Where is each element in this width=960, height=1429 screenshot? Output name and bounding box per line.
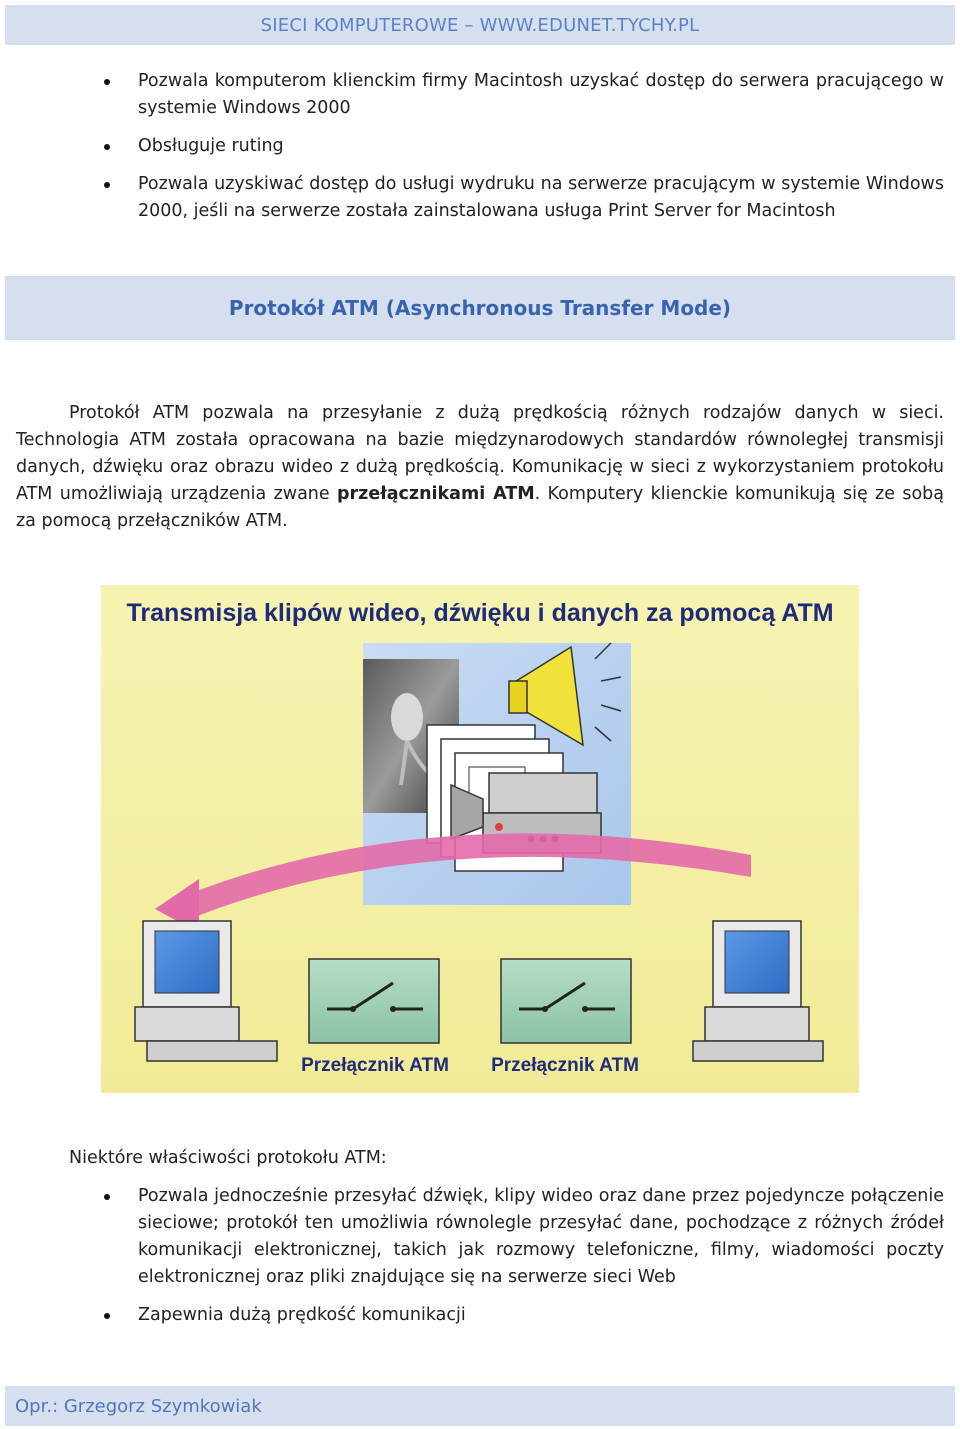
paragraph-text: Protokół ATM pozwala na przesyłanie z dużą prędkością różnych rodzajów danych w sieci. Technologia ATM została opracowana na bazie międzynarodowych standardów równoległej transmisji danych, dźwięku oraz obrazu wideo z dużą prędkością. Komunikację w sieci z wykorzystaniem protokołu ATM umożliwiają urządzenia zwane: [16, 403, 944, 504]
paragraph-text-end: . Komputery klienckie komunikują się ze sobą za pomocą przełączników ATM.: [16, 484, 945, 531]
list-item: Pozwala komputerom klienckim firmy Macintosh uzyskać dostęp do serwera pracującego w systemie Windows 2000: [0, 68, 960, 122]
switch-label-right: Przełącznik ATM: [491, 1055, 639, 1076]
atm-figure: [101, 585, 859, 1093]
page-header: [5, 5, 955, 45]
page-footer: [5, 1386, 955, 1426]
paragraph-bold-term: przełącznikami ATM: [337, 484, 535, 504]
properties-lead: Niektóre właściwości protokołu ATM:: [69, 1148, 387, 1168]
switch-label-left: Przełącznik ATM: [301, 1055, 449, 1076]
section-title: Protokół ATM (Asynchronous Transfer Mode): [228, 296, 732, 320]
footer-author: Opr.: Grzegorz Szymkowiak: [15, 1395, 262, 1417]
list-item: Pozwala jednocześnie przesyłać dźwięk, klipy wideo oraz dane przez pojedyncze połączenie sieciowe; protokół ten umożliwia równolegle przesyłać dane, pochodzące z różnych źródeł komunikacji elektronicznej, takich jak rozmowy telefoniczne, filmy, wiadomości poczty elektronicznej oraz pliki znajdujące się na serwerze sieci Web: [0, 1183, 960, 1291]
section-heading: [5, 276, 955, 340]
list-item: Obsługuje ruting: [0, 133, 960, 160]
atm-illustration: [101, 585, 859, 1093]
atm-paragraph: [16, 400, 944, 535]
right-switch-icon: [501, 959, 631, 1043]
top-bullet-list: [0, 68, 960, 236]
header-title: SIECI KOMPUTEROWE – WWW.EDUNET.TYCHY.PL: [260, 14, 700, 36]
bottom-bullet-list: [0, 1183, 960, 1340]
list-item: Zapewnia dużą prędkość komunikacji: [0, 1302, 960, 1329]
figure-title: Transmisja klipów wideo, dźwięku i danych za pomocą ATM: [126, 599, 834, 627]
left-switch-icon: [309, 959, 439, 1043]
list-item: Pozwala uzyskiwać dostęp do usługi wydruku na serwerze pracującym w systemie Windows 2000, jeśli na serwerze została zainstalowana usługa Print Server for Macintosh: [0, 171, 960, 225]
